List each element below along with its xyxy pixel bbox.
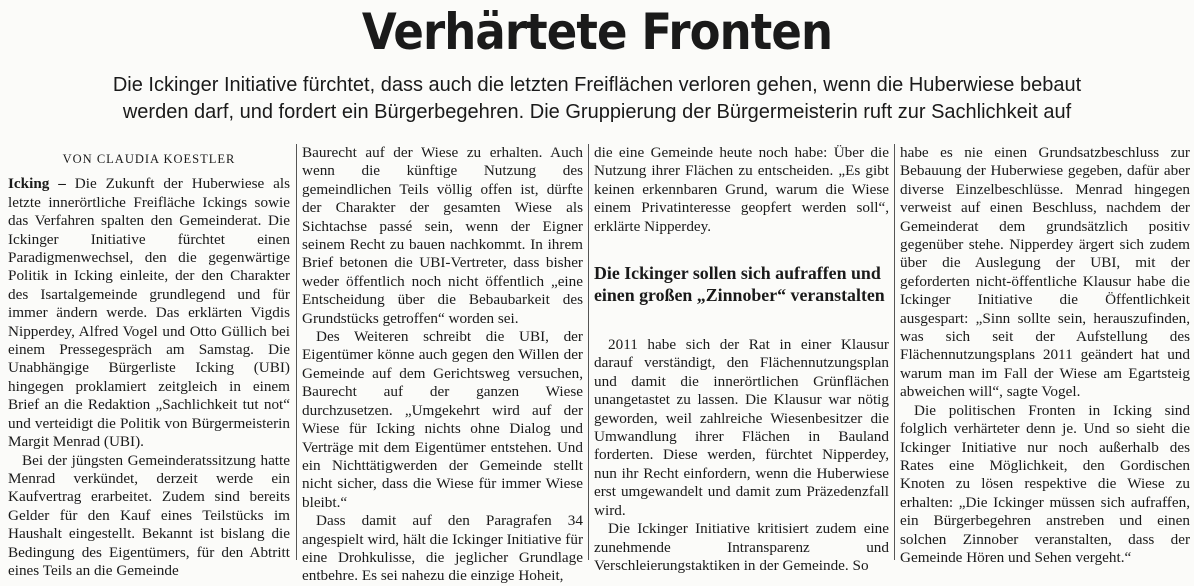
paragraph-text: Die Zukunft der Huberwiese als letzte innerörtliche Freifläche Ickings sowie das Verfahren spalten den Gemeinderat. Die Ickinger Initiative fürchtet einen Paradigmenwechsel, den die gegenwärtige Politik in Icking einleite, der den Charakter des Isartalgemeinde grundlegend und für immer ändern werde. Das erklärten Vigdis Nipperdey, Alfred Vogel und Otto Güllich bei einem Pressegespräch am Samstag. Die Unabhängige Bürgerliste Icking (UBI) hingegen proklamiert zeitgleich in einem Brief an die Redaktion „Sachlichkeit tut not“ und verteidigt die Politik von Bürgermeisterin Margit Menrad (UBI).	[8, 175, 291, 451]
headline: Verhärtete Fronten	[361, 3, 833, 61]
subheadline: Die Ickinger Initiative fürchtet, dass auch die letzten Freiflächen verloren gehen, wenn die Huberwiese bebaut werden darf, und fordert ein Bürgerbegehren. Die Gruppierung der Bürgermeisterin ruft zur Sachlichkeit auf	[112, 74, 1082, 123]
column-rule	[894, 144, 895, 560]
paragraph: habe es nie einen Grundsatzbeschluss zur Bebauung der Huberwiese gegeben, dafür aber diverse Einzelbeschlüsse. Menrad hingegen verweist auf einen Beschluss, nachdem der Gemeinderat dem grundsätzlich positiv gegenüber stehe. Nipperdey ärgert sich zudem über die Auslegung der UBI, mit der geforderten nicht-öffentliche Klausur habe die Ickinger Initiative die Öffentlichkeit ausgespart: „Sinn sollte sein, herauszufinden, was sich seit der Aufstellung des Flächennutzungsplans 2011 geändert hat und warum man im Fall der Wiese am Egartsteig abweichen will“, sagte Vogel.	[900, 144, 1190, 401]
paragraph: Dass damit auf den Paragrafen 34 angespielt wird, hält die Ickinger Initiative für eine Drohkulisse, die jeglicher Grundlage entbehre. Es sei nahezu die einzige Hoheit,	[302, 512, 583, 585]
column-4	[900, 144, 1190, 566]
column-3	[594, 144, 889, 574]
column-rule	[588, 144, 589, 560]
column-2	[302, 144, 583, 585]
paragraph: die eine Gemeinde heute noch habe: Über die Nutzung ihrer Flächen zu entscheiden. „Es gibt keinen erkennbaren Grund, warum die Wiese einem Privatinteresse geopfert werden soll“, erklärte Nipperdey.	[594, 144, 889, 235]
column-1	[8, 150, 291, 579]
crosshead: Die Ickinger sollen sich aufraffen und einen großen „Zinnober“ veranstalten	[594, 263, 885, 306]
column-rule	[296, 144, 297, 560]
paragraph: Baurecht auf der Wiese zu erhalten. Auch wenn die künftige Nutzung des gemeindlichen Teils völlig offen ist, dürfte der Charakter der gesamten Wiese als Sichtachse passé sein, wenn der Eigner seinem Recht zu bauen nachkommt. In ihrem Brief betonen die UBI-Vertreter, dass bisher weder öffentlich noch nicht öffentlich „eine Entscheidung über die Bebaubarkeit des Grundstücks getroffen“ worden sei.	[302, 144, 583, 327]
paragraph: Die Ickinger Initiative kritisiert zudem eine zunehmende Intransparenz und Verschleierungstaktiken in der Gemeinde. So	[594, 520, 889, 574]
dateline: Icking –	[8, 175, 66, 193]
paragraph: Bei der jüngsten Gemeinderatssitzung hatte Menrad verkündet, derzeit werde ein Kaufvertrag erarbeitet. Zudem sind bereits Gelder für den Kauf eines Teilstücks im Haushalt eingestellt. Bekannt ist bislang die Bedingung des Eigentümers, für den Abtritt eines Teils an die Gemeinde	[8, 451, 290, 579]
paragraph: Die politischen Fronten in Icking sind folglich verhärteter denn je. Und so sieht die Ickinger Initiative nur noch außerhalb des Rates eine Möglichkeit, den Gordischen Knoten zu lösen respektive die Wiese zu erhalten: „Die Ickinger müssen sich aufraffen, ein Bürgerbegehren anstreben und einen solchen Zinnober veranstalten, dass der Gemeinde Hören und Sehen vergeht.“	[900, 401, 1190, 566]
paragraph: 2011 habe sich der Rat in einer Klausur darauf verständigt, den Flächennutzungsplan und damit die innerörtlichen Grünflächen unangetastet zu lassen. Die Klausur war nötig geworden, weil zahlreiche Wiesenbesitzer die Umwandlung ihrer Flächen in Bauland forderten. Diese werden, fürchtet Nipperdey, nun ihr Recht einfordern, wenn die Huberwiese erst umgewandelt und damit zum Präzedenzfall wird.	[594, 336, 889, 519]
byline: VON CLAUDIA KOESTLER	[62, 152, 236, 166]
paragraph: Des Weiteren schreibt die UBI, der Eigentümer könne auch gegen den Willen der Gemeinde auf dem Gerichtsweg versuchen, Baurecht auf der ganzen Wiese durchzusetzen. „Umgekehrt wird auf der Wiese für Icking nichts ohne Dialog und Verträge mit dem Eigentümer entstehen. Und ein Nichttätigwerden der Gemeinde stellt nicht sicher, dass die Wiese für immer Wiese bleibt.“	[302, 328, 583, 511]
article-body	[0, 144, 1194, 585]
paragraph	[8, 175, 290, 451]
